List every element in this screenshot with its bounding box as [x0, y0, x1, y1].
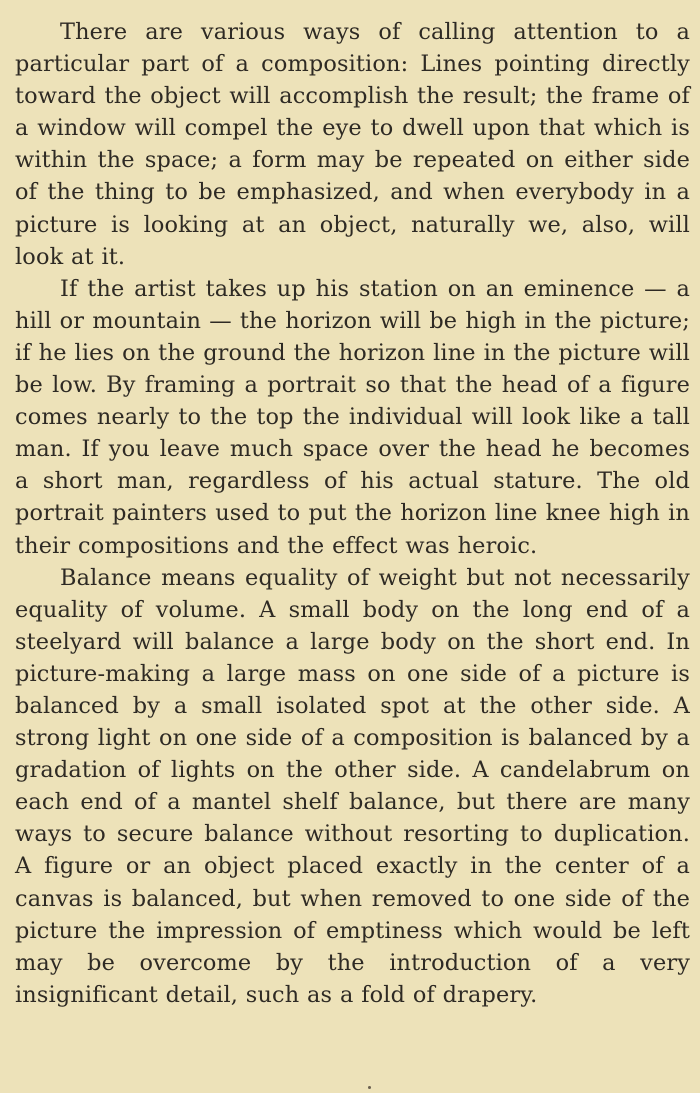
- paragraph-attention: There are various ways of calling attention to a particular part of a composition: Lines pointing directly toward the object will accomplish the result; the frame of a window will compel the eye to dwell upon that which is within the space; a form may be repeated on either side of the thing to be emphasized, and when everybody in a picture is looking at an object, naturally we, also, will look at it.: [15, 19, 690, 270]
- paragraph-horizon: If the artist takes up his station on an eminence — a hill or mountain — the horizon will be high in the picture; if he lies on the ground the horizon line in the picture will be low. By framing a portrait so that the head of a figure comes nearly to the top the individual will look like a tall man. If you leave much space over the head he becomes a short man, regardless of his actual stature. The old portrait painters used to put the horizon line knee high in their compositions and the effect was heroic.: [15, 275, 690, 559]
- print-speck: [368, 1086, 371, 1089]
- paragraph-balance: Balance means equality of weight but not necessarily equality of volume. A small body on the long end of a steelyard will balance a large body on the short end. In picture-making a large mass on one side of a picture is balanced by a small isolated spot at the other side. A strong light on one side of a composition is balanced by a gradation of lights on the other side. A candelabrum on each end of a mantel shelf balance, but there are many ways to secure balance without resorting to duplication. A figure or an object placed exactly in the center of a canvas is balanced, but when removed to one side of the picture the impression of emptiness which would be left may be overcome by the introduction of a very insignificant detail, such as a fold of drapery.: [15, 564, 690, 1008]
